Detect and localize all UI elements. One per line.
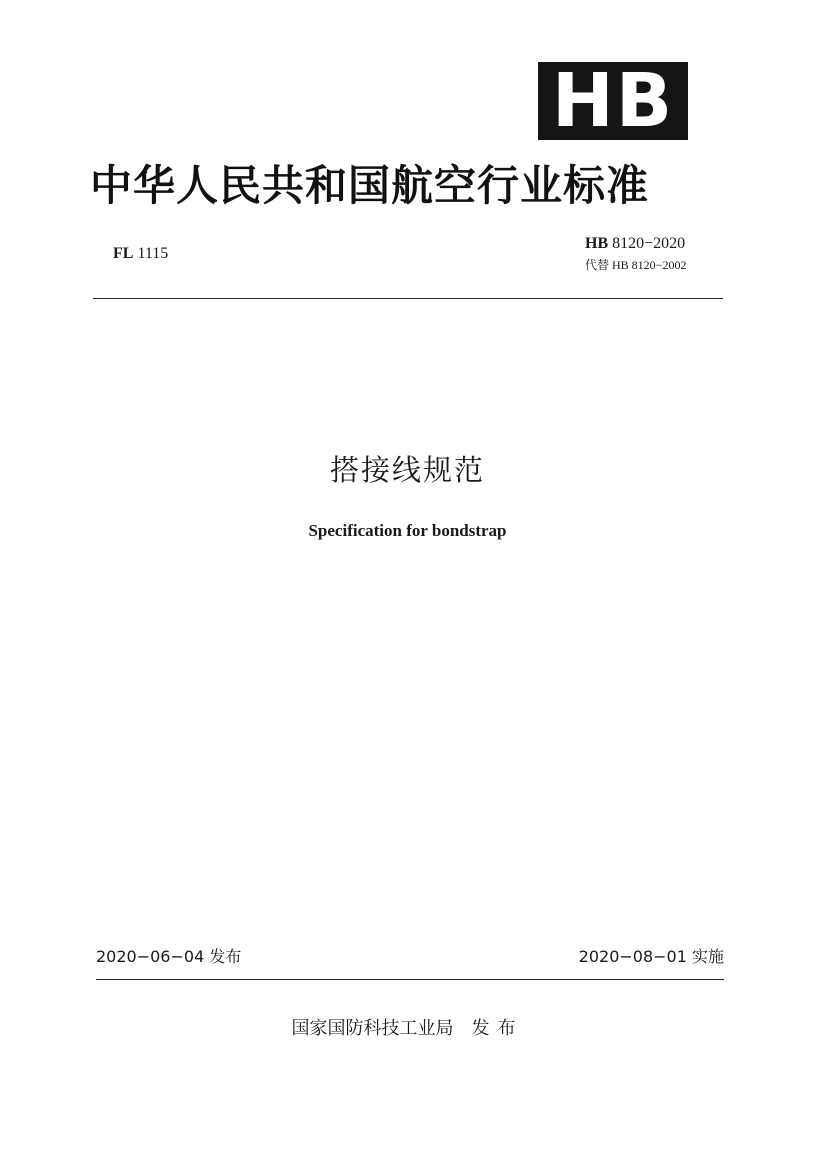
bottom-divider [96,979,724,980]
replaces-standard: 代替 HB 8120−2002 [585,258,687,272]
publisher-action: 发布 [471,1018,524,1039]
classification-number: 1115 [137,245,169,262]
classification-prefix: FL [113,245,134,262]
hb-logo: HB [538,62,688,140]
document-title-chinese: 搭接线规范 [329,453,485,487]
publisher-name: 国家国防科技工业局 [291,1018,454,1039]
document-title-english: Specification for bondstrap [308,521,507,540]
classification-code [113,244,168,264]
main-title: 中华人民共和国航空行业标准 [90,161,650,210]
standard-number [585,234,685,254]
implementation-date: 2020−08−01 实施 [578,947,724,966]
publisher-line [0,1016,815,1042]
top-divider [93,298,723,299]
issue-date: 2020−06−04 发布 [96,947,242,966]
standard-number-value: 8120−2020 [612,235,686,252]
standard-prefix: HB [585,235,609,252]
